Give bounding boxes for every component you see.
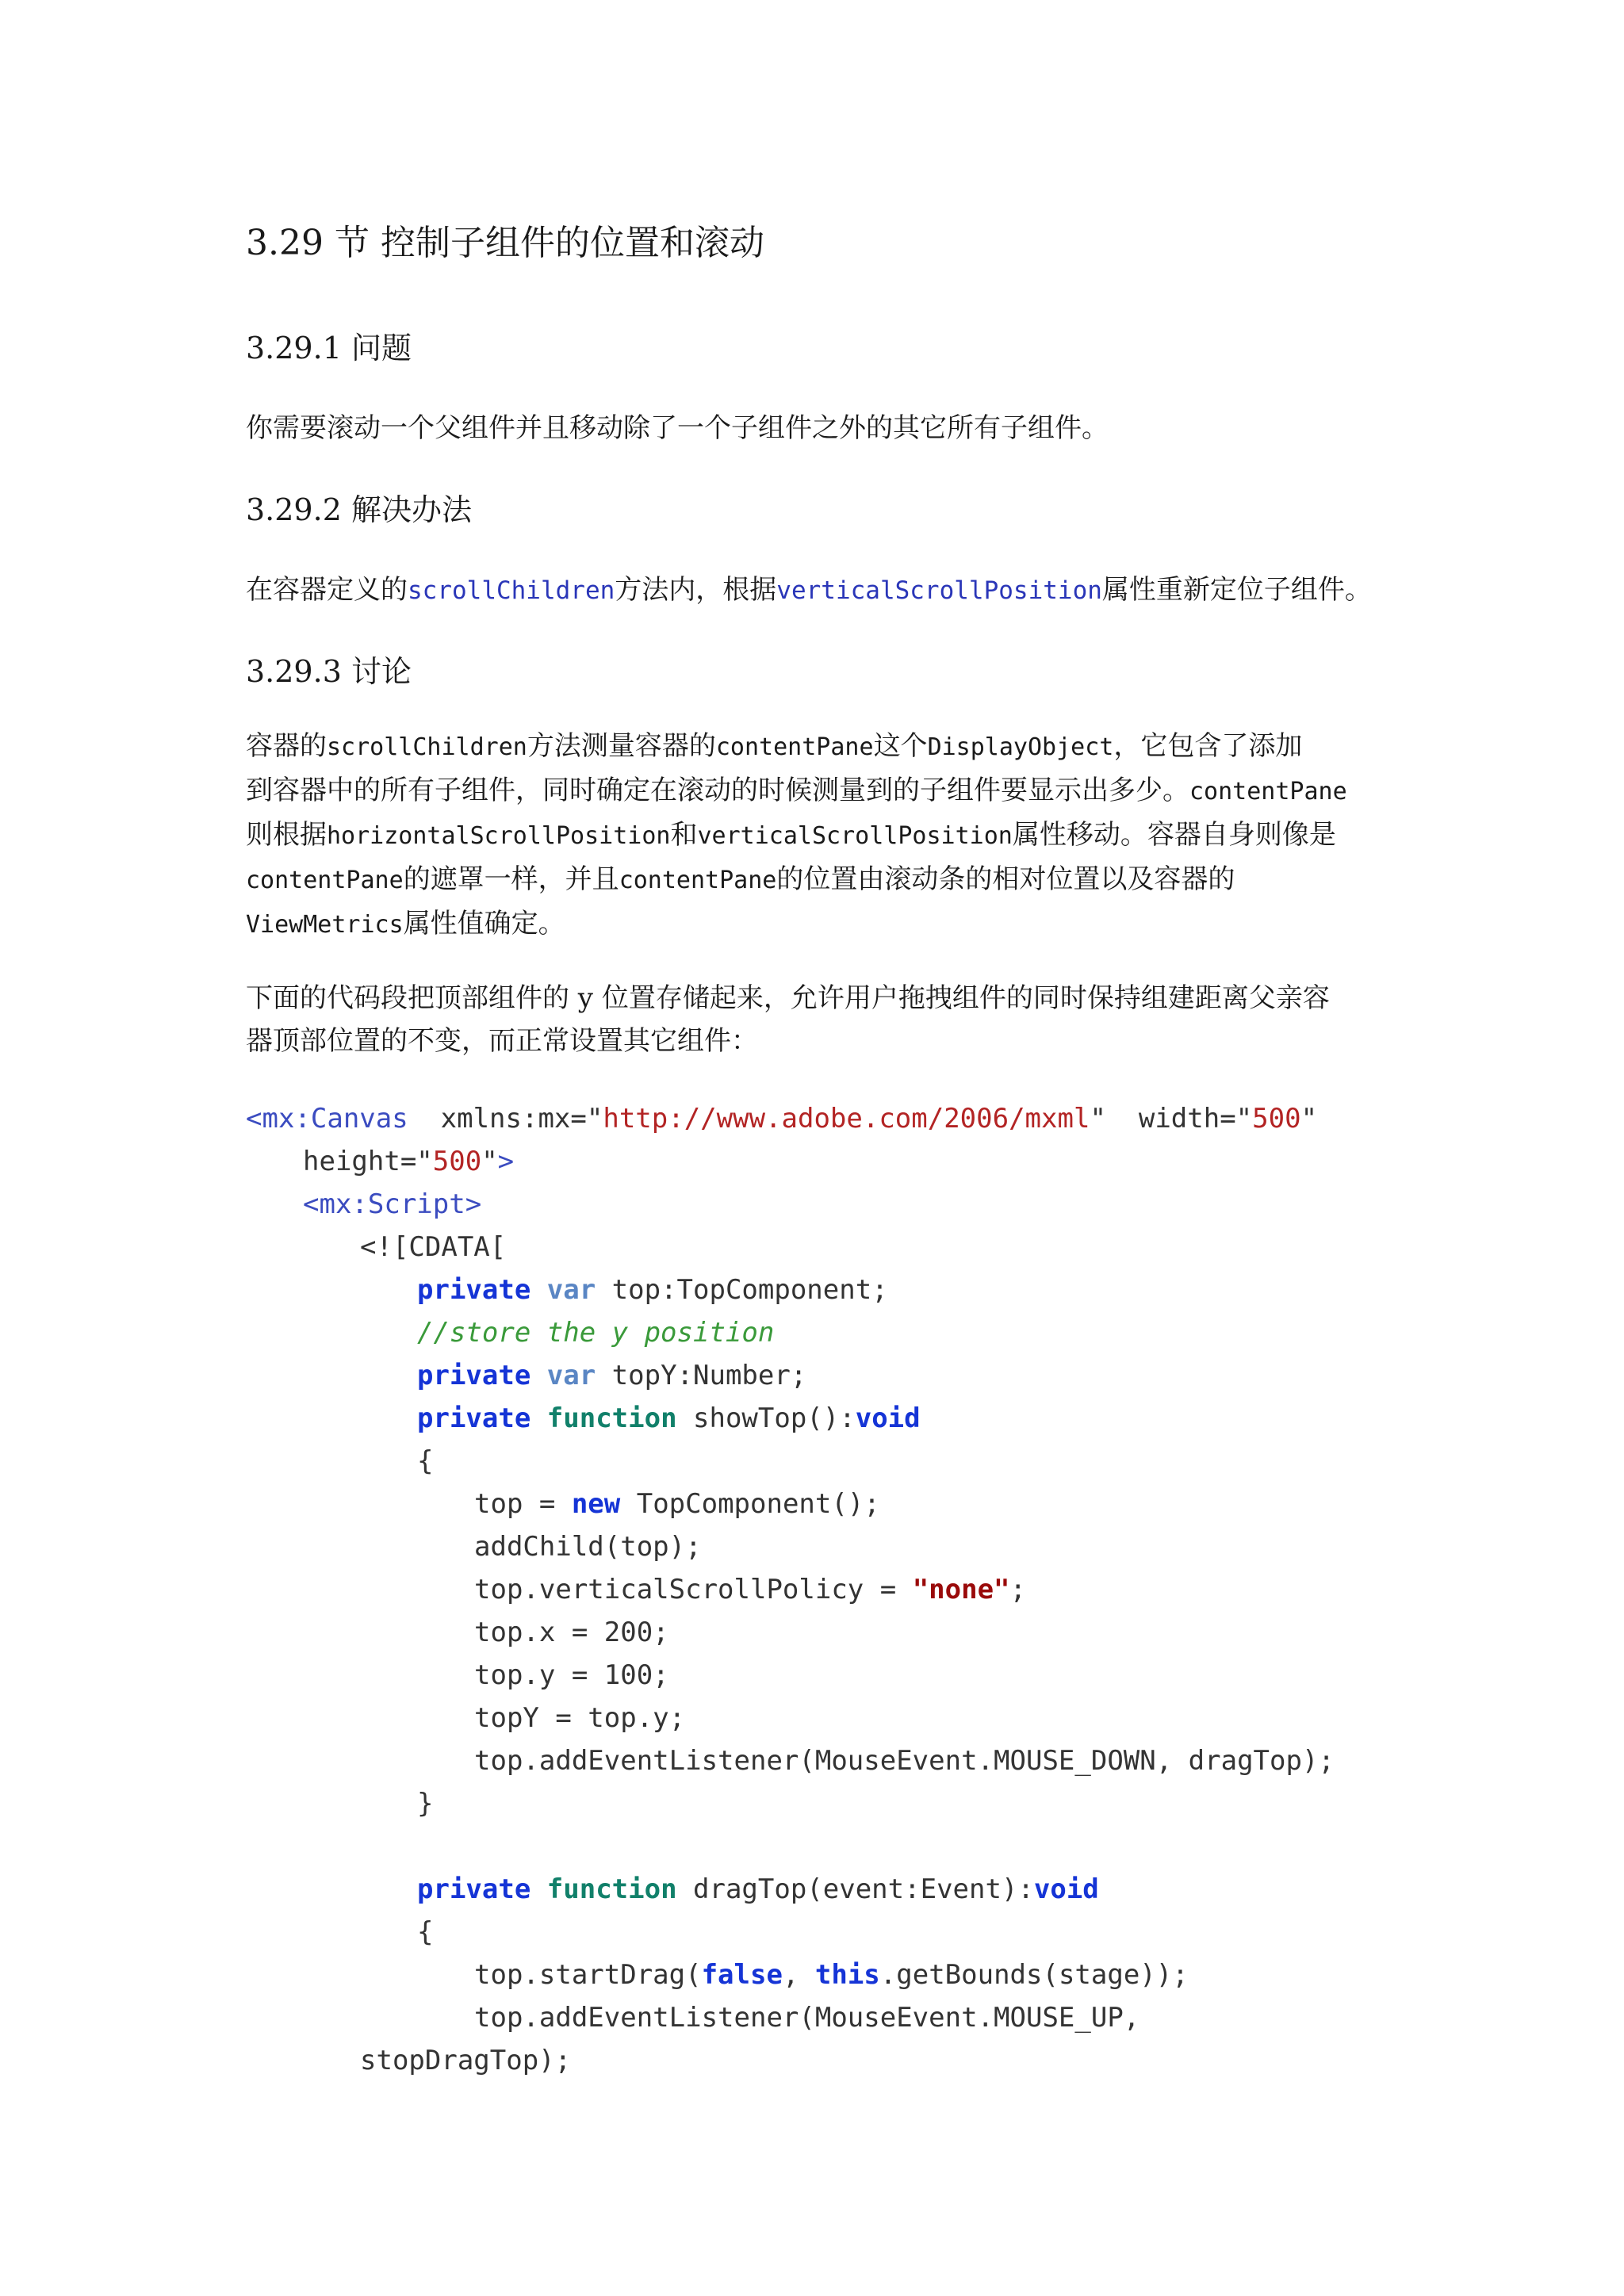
code-comment: //store the y position <box>417 1317 775 1349</box>
code-line: private var top:TopComponent; <box>417 1274 888 1306</box>
solution-text-middle: 方法内，根据 <box>615 574 777 606</box>
code-line: private var topY:Number; <box>417 1360 807 1391</box>
paragraph-line: 容器的scrollChildren方法测量容器的contentPane这个DisplayObject，它包含了添加 <box>246 730 1303 762</box>
section-title: 3.29 节 控制子组件的位置和滚动 <box>246 223 764 263</box>
discussion-paragraph-1 <box>246 725 1347 947</box>
solution-text-before: 在容器定义的 <box>246 574 408 606</box>
solution-text-after: 属性重新定位子组件。 <box>1101 574 1372 606</box>
code-line: top.y = 100; <box>474 1659 669 1691</box>
code-line: <mx:Script> <box>303 1188 482 1220</box>
code-line: } <box>417 1788 434 1820</box>
code-line: topY = top.y; <box>474 1702 686 1734</box>
paragraph-line: 到容器中的所有子组件，同时确定在滚动的时候测量到的子组件要显示出多少。contentPane <box>246 775 1347 806</box>
problem-text: 你需要滚动一个父组件并且移动除了一个子组件之外的其它所有子组件。 <box>246 412 1109 444</box>
code-line: top = new TopComponent(); <box>474 1488 880 1520</box>
code-line: private function showTop():void <box>417 1402 921 1434</box>
problem-heading: 3.29.1 问题 <box>246 331 412 365</box>
code-listing <box>246 1097 1335 2082</box>
property-reference: verticalScrollPosition <box>776 576 1102 605</box>
code-line: { <box>417 1916 434 1948</box>
code-line: stopDragTop); <box>360 2045 572 2076</box>
code-line: addChild(top); <box>474 1531 702 1563</box>
code-line: <![CDATA[ <box>360 1231 507 1263</box>
paragraph-line: contentPane的遮罩一样，并且contentPane的位置由滚动条的相对位置以及容器的 <box>246 863 1235 895</box>
code-line: height="500"> <box>303 1146 515 1177</box>
discussion-paragraph-2 <box>246 977 1330 1062</box>
code-line: { <box>417 1445 434 1477</box>
paragraph-line: 下面的代码段把顶部组件的 y 位置存储起来，允许用户拖拽组件的同时保持组建距离父亲容 <box>246 982 1330 1014</box>
code-line: top.addEventListener(MouseEvent.MOUSE_UP, <box>474 2002 1140 2034</box>
code-blank-line <box>246 1825 1335 1868</box>
paragraph-line: 器顶部位置的不变，而正常设置其它组件： <box>246 1025 758 1057</box>
paragraph-line: ViewMetrics属性值确定。 <box>246 908 565 939</box>
code-line: top.addEventListener(MouseEvent.MOUSE_DOWN, dragTop); <box>474 1745 1335 1777</box>
method-reference: scrollChildren <box>408 576 615 605</box>
solution-heading: 3.29.2 解决办法 <box>246 492 472 527</box>
code-line: top.verticalScrollPolicy = "none"; <box>474 1574 1026 1605</box>
solution-text <box>246 568 1372 607</box>
code-line: top.x = 200; <box>474 1617 669 1648</box>
discussion-heading: 3.29.3 讨论 <box>246 654 412 689</box>
code-line: <mx:Canvas xmlns:mx="http://www.adobe.com/2006/mxml" width="500" <box>246 1103 1318 1135</box>
paragraph-line: 则根据horizontalScrollPosition和verticalScrollPosition属性移动。容器自身则像是 <box>246 819 1336 851</box>
code-line: private function dragTop(event:Event):void <box>417 1873 1099 1905</box>
code-line: top.startDrag(false, this.getBounds(stage)); <box>474 1959 1189 1991</box>
